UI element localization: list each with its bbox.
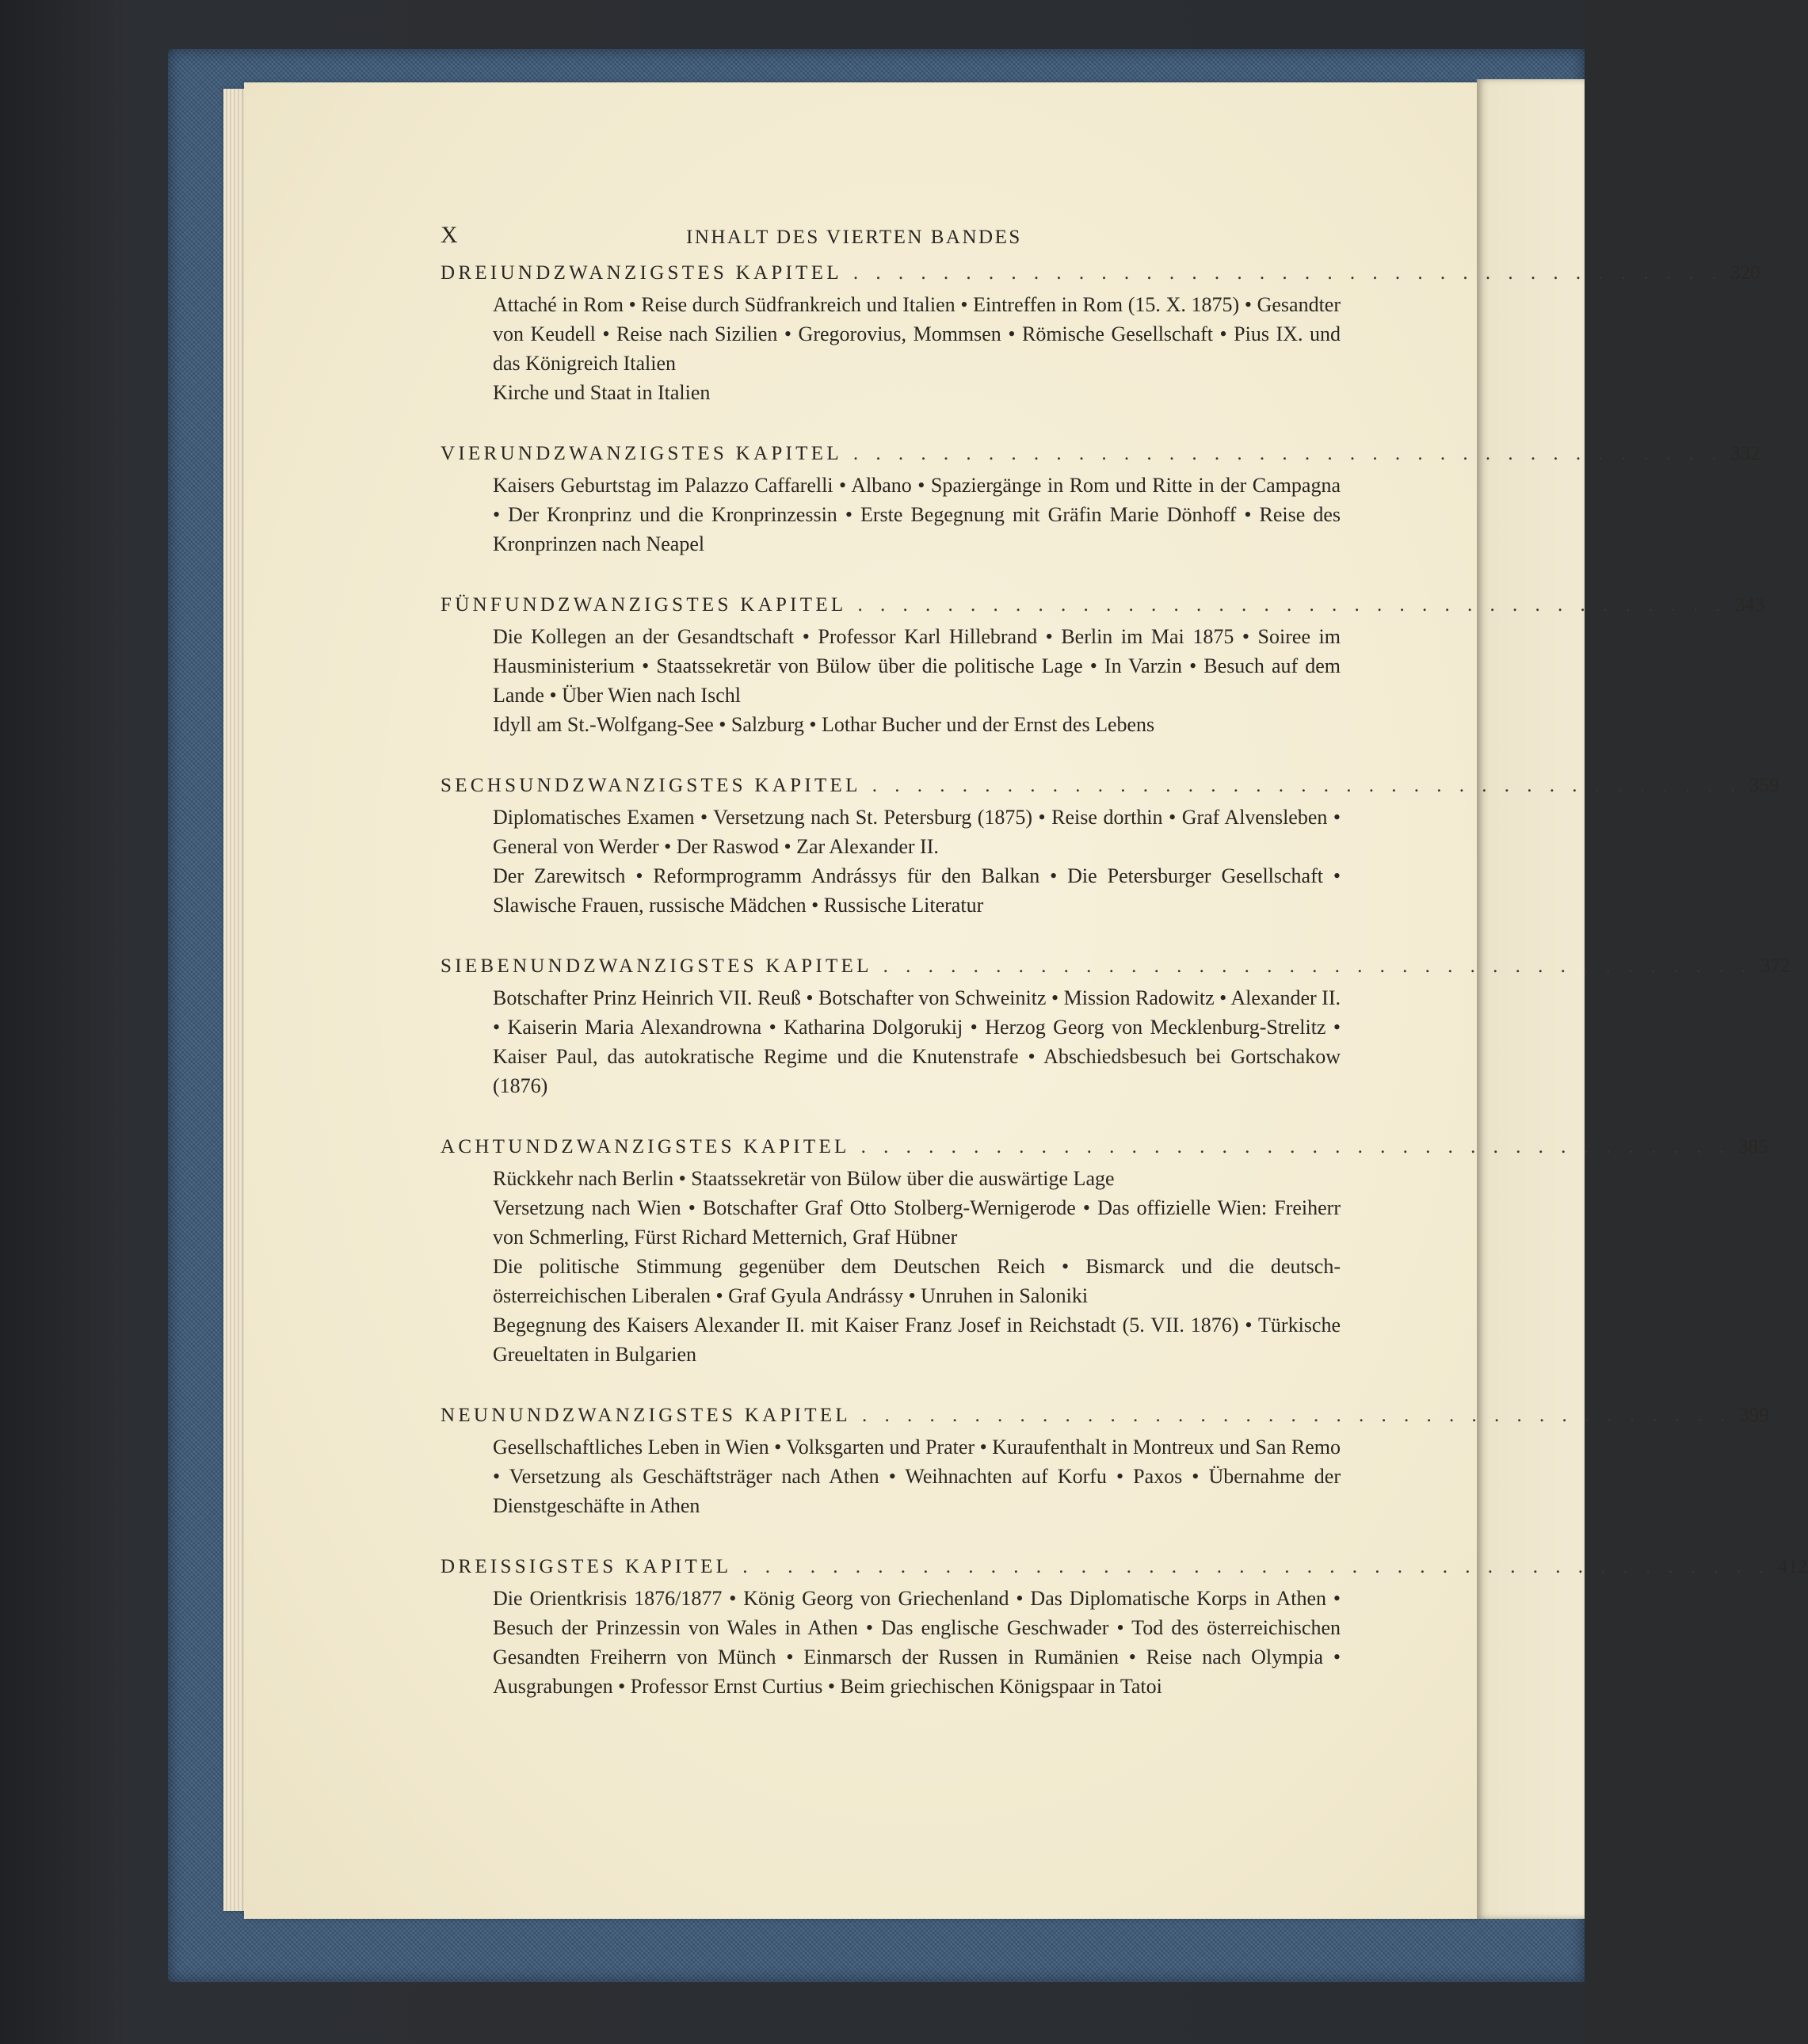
dot-leader: . . . . . . . . . . . . . . . . . . . . . . . . . . . . . . . . . . . . . . . — [883, 955, 1753, 977]
chapter-page-number: 372 — [1760, 955, 1791, 977]
chapter-heading — [441, 1552, 1808, 1582]
chapter-page-number: 359 — [1749, 775, 1779, 796]
chapter-page-number: 332 — [1730, 443, 1760, 464]
chapter-entry-24 — [441, 439, 1760, 559]
chapter-summary: Attaché in Rom • Reise durch Südfrankreich und Italien • Eintreffen in Rom (15. X. 1875) • Gesandter von Keudell • Reise nach Sizilien • Gregorovius, Mommsen • Römische Gesellschaft • Pius IX. und das Königreich Italien Kirche und Staat in Italien — [493, 293, 1341, 404]
running-title: INHALT DES VIERTEN BANDES — [686, 227, 1022, 248]
chapter-title: SECHSUNDZWANZIGSTES KAPITEL — [441, 775, 861, 796]
chapter-entry-27 — [441, 951, 1791, 1100]
running-head — [441, 222, 1348, 254]
chapter-heading — [441, 590, 1765, 620]
chapter-heading — [441, 1132, 1768, 1162]
dot-leader: . . . . . . . . . . . . . . . . . . . . . . . . . . . . . . . . . . . . . . . — [857, 594, 1727, 616]
dot-leader: . . . . . . . . . . . . . . . . . . . . . . . . . . . . . . . . . . . . . . . . . . . . . . — [742, 1556, 1771, 1577]
chapter-summary: Diplomatisches Examen • Versetzung nach St. Petersburg (1875) • Reise dorthin • Graf Alvensleben • General von Werder • Der Raswod • Zar Alexander II. Der Zarewitsch • Reformprogramm Andrássys für den Balkan • Die Petersburger Gesellschaft • Slawische Frauen, russische Mädchen • Russische Literatur — [493, 806, 1341, 917]
chapter-entry-26 — [441, 771, 1779, 920]
chapter-summary: Botschafter Prinz Heinrich VII. Reuß • Botschafter von Schweinitz • Mission Radowitz • Alexander II. • Kaiserin Maria Alexandrowna • Katharina Dolgorukij • Herzog Georg von Mecklenburg-Strelitz • Kaiser Paul, das autokratische Regime und die Knutenstrafe • Abschiedsbesuch bei Gortschakow (1876) — [493, 986, 1341, 1097]
dot-leader: . . . . . . . . . . . . . . . . . . . . . . . . . . . . . . . . . . . . . . . — [853, 262, 1723, 284]
chapter-summary: Die Orientkrisis 1876/1877 • König Georg von Griechenland • Das Diplomatische Korps in Athen • Besuch der Prinzessin von Wales in Athen • Das englische Geschwader • Tod des österreichischen Gesandten Freiherrn von Münch • Einmarsch der Russen in Rumänien • Reise nach Olympia • Ausgrabungen • Professor Ernst Curtius • Beim griechischen Königspaar in Tatoi — [493, 1587, 1341, 1698]
chapter-summary: Kaisers Geburtstag im Palazzo Caffarelli • Albano • Spaziergänge in Rom und Ritte in der Campagna • Der Kronprinz und die Kronprinzessin • Erste Begegnung mit Gräfin Marie Dönhoff • Reise des Kronprinzen nach Neapel — [493, 474, 1341, 555]
page-folio: X — [441, 222, 459, 248]
chapter-page-number: 385 — [1737, 1136, 1768, 1157]
chapter-entry-30 — [441, 1552, 1808, 1701]
dot-leader: . . . . . . . . . . . . . . . . . . . . . . . . . . . . . . . . . . . . . . . — [853, 443, 1723, 464]
chapter-entry-23 — [441, 258, 1760, 407]
chapter-heading — [441, 439, 1760, 469]
facing-page-edge — [1477, 79, 1585, 1919]
dot-leader: . . . . . . . . . . . . . . . . . . . . . . . . . . . . . . . . . . . . . . . — [862, 1405, 1732, 1426]
chapter-heading — [441, 258, 1760, 288]
chapter-heading — [441, 1401, 1769, 1431]
chapter-entry-28 — [441, 1132, 1768, 1369]
chapter-entry-25 — [441, 590, 1765, 739]
dot-leader: . . . . . . . . . . . . . . . . . . . . . . . . . . . . . . . . . . . . . . . — [872, 775, 1741, 796]
chapter-summary: Die Kollegen an der Gesandtschaft • Professor Karl Hillebrand • Berlin im Mai 1875 • Soiree im Hausministerium • Staatssekretär von Bülow über die politische Lage • In Varzin • Besuch auf dem Lande • Über Wien nach Ischl Idyll am St.-Wolfgang-See • Salzburg • Lothar Bucher und der Ernst des Lebens — [493, 625, 1341, 736]
chapter-title: DREISSIGSTES KAPITEL — [441, 1556, 732, 1577]
chapter-page-number: 399 — [1739, 1405, 1769, 1426]
table-of-contents — [441, 222, 1808, 1733]
chapter-heading — [441, 951, 1791, 982]
dot-leader: . . . . . . . . . . . . . . . . . . . . . . . . . . . . . . . . . . . . . . . — [860, 1136, 1730, 1157]
chapter-page-number: 343 — [1734, 594, 1765, 616]
chapter-title: SIEBENUNDZWANZIGSTES KAPITEL — [441, 955, 872, 977]
chapter-title: ACHTUNDZWANZIGSTES KAPITEL — [441, 1136, 850, 1157]
chapter-title: DREIUNDZWANZIGSTES KAPITEL — [441, 262, 842, 284]
chapter-heading — [441, 771, 1779, 801]
chapter-title: FÜNFUNDZWANZIGSTES KAPITEL — [441, 594, 847, 616]
chapter-summary: Rückkehr nach Berlin • Staatssekretär von Bülow über die auswärtige Lage Versetzung nach Wien • Botschafter Graf Otto Stolberg-Wernigerode • Das offizielle Wien: Freiherr von Schmerling, Fürst Richard Metternich, Graf Hübner Die politische Stimmung gegenüber dem Deutschen Reich • Bismarck und die deutsch-österreichischen Liberalen • Graf Gyula Andrássy • Unruhen in Saloniki Begegnung des Kaisers Alexander II. mit Kaiser Franz Josef in Reichstadt (5. VII. 1876) • Türkische Greueltaten in Bulgarien — [493, 1167, 1341, 1366]
chapter-page-number: 320 — [1730, 262, 1760, 284]
chapter-summary: Gesellschaftliches Leben in Wien • Volksgarten und Prater • Kuraufenthalt in Montreux und San Remo • Versetzung als Geschäftsträger nach Athen • Weihnachten auf Korfu • Paxos • Übernahme der Dienstgeschäfte in Athen — [493, 1436, 1341, 1517]
chapter-title: VIERUNDZWANZIGSTES KAPITEL — [441, 443, 842, 464]
chapter-entry-29 — [441, 1401, 1769, 1520]
chapter-page-number: 412 — [1778, 1556, 1808, 1577]
chapter-title: NEUNUNDZWANZIGSTES KAPITEL — [441, 1405, 852, 1426]
